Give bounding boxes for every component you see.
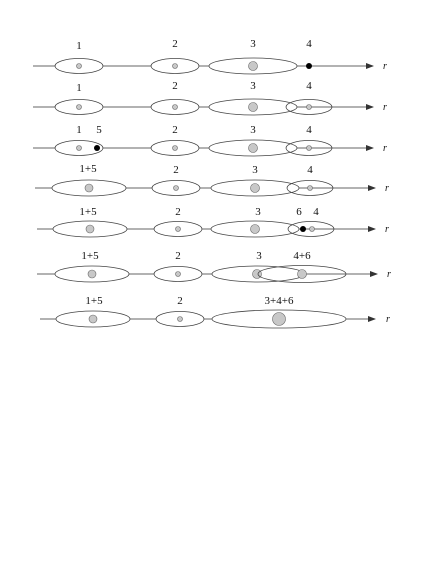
row-3	[33, 124, 387, 156]
cluster-1-5-particle	[86, 225, 94, 233]
row-4	[35, 163, 389, 196]
cluster-3-label: 3	[250, 80, 256, 92]
cluster-3-label: 3	[252, 164, 258, 176]
row-2	[33, 80, 387, 115]
particle-5-label: 5	[96, 124, 102, 136]
cluster-2-particle	[173, 146, 178, 151]
cluster-4-particle	[307, 146, 312, 151]
row-5	[37, 206, 389, 237]
particle-5-new	[94, 145, 100, 151]
particle-4-label: 4	[306, 38, 312, 50]
cluster-4-label: 4	[306, 80, 312, 92]
axis-label-r: r	[386, 314, 390, 325]
cluster-2-label: 2	[175, 206, 181, 218]
cluster-2-particle	[173, 64, 178, 69]
row-6	[37, 250, 391, 283]
cluster-1-5-label: 1+5	[79, 206, 97, 218]
cluster-1-5-label: 1+5	[81, 250, 99, 262]
cluster-1-label: 1	[76, 82, 82, 94]
cluster-1-label: 1	[76, 124, 82, 136]
axis-label-r: r	[385, 224, 389, 235]
cluster-2-label: 2	[172, 38, 178, 50]
row-1	[33, 38, 387, 74]
cluster-2-label: 2	[177, 295, 183, 307]
cluster-1-particle	[77, 64, 82, 69]
cluster-2-label: 2	[172, 80, 178, 92]
cluster-4-6-particle	[298, 270, 307, 279]
cluster-4-label: 4	[313, 206, 319, 218]
cluster-2-label: 2	[172, 124, 178, 136]
cluster-2-label: 2	[175, 250, 181, 262]
cluster-4-particle	[307, 105, 312, 110]
cluster-1-label: 1	[76, 40, 82, 52]
cluster-1-particle	[77, 146, 82, 151]
cluster-3-label: 3	[256, 250, 262, 262]
cluster-3-label: 3	[250, 38, 256, 50]
cluster-4-particle	[308, 186, 313, 191]
cluster-1-5-label: 1+5	[79, 163, 97, 175]
cluster-3-4-6-label: 3+4+6	[264, 295, 294, 307]
cluster-2-label: 2	[173, 164, 179, 176]
cluster-3-particle	[251, 225, 260, 234]
axis-label-r: r	[383, 61, 387, 72]
cluster-3-4-6-particle	[273, 313, 286, 326]
cluster-1-5-particle	[88, 270, 96, 278]
cluster-1-particle	[77, 105, 82, 110]
axis-label-r: r	[383, 102, 387, 113]
cluster-4-particle	[310, 227, 315, 232]
axis-label-r: r	[385, 183, 389, 194]
cluster-2-particle	[178, 317, 183, 322]
cluster-2-particle	[173, 105, 178, 110]
cluster-3-label: 3	[255, 206, 261, 218]
cluster-3-particle	[253, 270, 262, 279]
cluster-4-label: 4	[307, 164, 313, 176]
row-7	[40, 295, 390, 328]
cluster-3-particle	[249, 144, 258, 153]
cluster-3-particle	[251, 184, 260, 193]
cluster-2-particle	[174, 186, 179, 191]
particle-6-label: 6	[296, 206, 302, 218]
axis-label-r: r	[383, 143, 387, 154]
cluster-1-5-particle	[85, 184, 93, 192]
cluster-2-particle	[176, 227, 181, 232]
cluster-4-6-label: 4+6	[293, 250, 311, 262]
particle-4-new	[306, 63, 312, 69]
cluster-4-label: 4	[306, 124, 312, 136]
cluster-1-5-particle	[89, 315, 97, 323]
cluster-3-particle	[249, 103, 258, 112]
cluster-1-5-label: 1+5	[85, 295, 103, 307]
cluster-3-particle	[249, 62, 258, 71]
cluster-2-particle	[176, 272, 181, 277]
particle-6-new	[300, 226, 306, 232]
axis-label-r: r	[387, 269, 391, 280]
cluster-3-label: 3	[250, 124, 256, 136]
